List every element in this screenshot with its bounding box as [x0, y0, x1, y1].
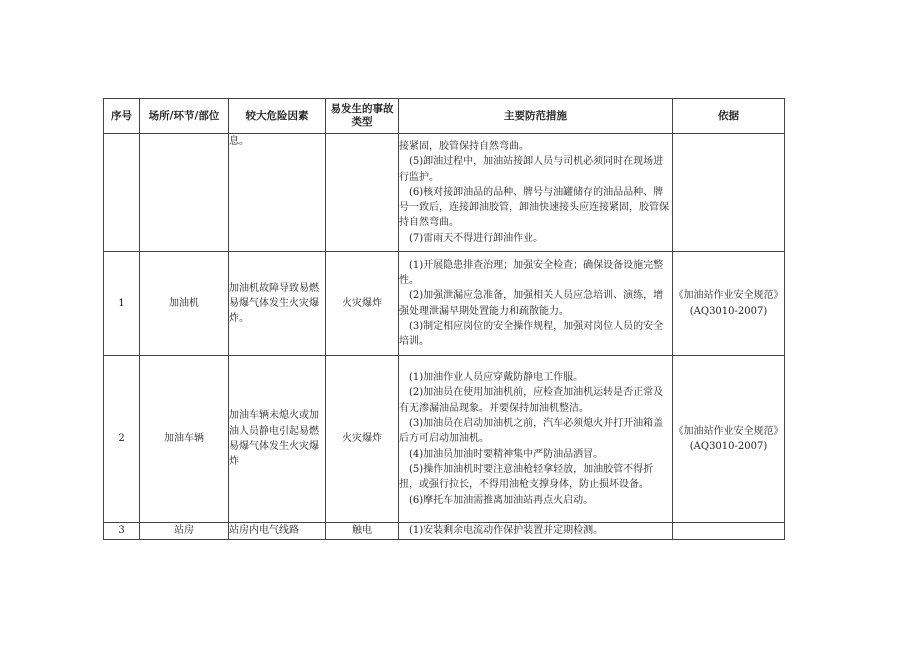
- seq-cell: 1: [104, 252, 140, 356]
- table-row: [104, 356, 785, 523]
- measures-cell: [399, 134, 673, 252]
- measure-item: (5)卸油过程中，加油站接卸人员与司机必须同时在现场进行监护。: [399, 156, 664, 183]
- hazard-cell: 站房内电气线路: [229, 523, 326, 540]
- measure-item: (1)开展隐患排查治理；加强安全检查；确保设备设施完整性。: [399, 259, 664, 286]
- header-row: [104, 99, 785, 134]
- header-measures: 主要防范措施: [399, 99, 673, 134]
- measure-item: (3)加油员在启动加油机之前，汽车必须熄火并打开油箱盖后方可启动加油机。: [399, 418, 664, 445]
- header-accident: 易发生的事故类型: [326, 99, 399, 134]
- measure-item: 接紧固，胶管保持自然弯曲。: [399, 140, 529, 152]
- measure-item: (1)安装剩余电流动作保护装置并定期检测。: [409, 525, 604, 537]
- measure-item: (4)加油员加油时要精神集中严防油品洒冒。: [409, 448, 604, 460]
- basis-cell: 《加油站作业安全规范》(AQ3010-2007): [673, 252, 785, 356]
- header-basis: 依据: [673, 99, 785, 134]
- place-cell: 加油机: [140, 252, 229, 356]
- place-cell: 加油车辆: [140, 356, 229, 523]
- place-cell: [140, 134, 229, 252]
- risk-table: [103, 98, 785, 540]
- basis-cell: [673, 134, 785, 252]
- measures-cell: [399, 356, 673, 523]
- measures-cell: [399, 523, 673, 540]
- accident-cell: 火灾爆炸: [326, 356, 399, 523]
- hazard-cell: 加油车辆未熄火或加油人员静电引起易燃易爆气体发生火灾爆炸: [229, 356, 326, 523]
- hazard-cell: 息。: [229, 134, 326, 252]
- measure-item: (6)摩托车加油需推离加油站再点火启动。: [409, 494, 594, 506]
- seq-cell: [104, 134, 140, 252]
- basis-cell: 《加油站作业安全规范》(AQ3010-2007): [673, 356, 785, 523]
- seq-cell: 3: [104, 523, 140, 540]
- measure-item: (1)加油作业人员应穿戴防静电工作服。: [409, 372, 584, 384]
- measure-item: (2)加油员在使用加油机前，应检查加油机运转是否正常及有无渗漏油品现象。并要保持加油机整洁。: [399, 387, 664, 414]
- header-place: 场所/环节/部位: [140, 99, 229, 134]
- measure-item: (6)核对接卸油品的品种、牌号与油罐储存的油品品种、牌号一致后，连接卸油胶管，卸油快速接头应连接紧固，胶管保持自然弯曲。: [399, 186, 669, 229]
- accident-cell: 触电: [326, 523, 399, 540]
- accident-cell: [326, 134, 399, 252]
- measure-item: (7)雷雨天不得进行卸油作业。: [409, 232, 544, 244]
- header-hazard: 较大危险因素: [229, 99, 326, 134]
- hazard-cell: 加油机故障导致易燃易爆气体发生火灾爆炸。: [229, 252, 326, 356]
- basis-cell: [673, 523, 785, 540]
- place-cell: 站房: [140, 523, 229, 540]
- measure-item: (3)制定相应岗位的安全操作规程，加强对岗位人员的安全培训。: [399, 320, 664, 348]
- accident-cell: 火灾爆炸: [326, 252, 399, 356]
- measure-item: (5)操作加油机时要注意油枪轻拿轻放，加油胶管不得折扭，或强行拉长，不得用油枪支撑身体，防止损坏设备。: [399, 463, 654, 491]
- measure-item: (2)加强泄漏应急准备，加强相关人员应急培训、演练，增强处理泄漏早期处置能力和疏散能力。: [399, 290, 664, 317]
- measures-cell: [399, 252, 673, 356]
- table-row: [104, 523, 785, 540]
- seq-cell: 2: [104, 356, 140, 523]
- table-row: [104, 134, 785, 252]
- header-seq: 序号: [104, 99, 140, 134]
- table-row: [104, 252, 785, 356]
